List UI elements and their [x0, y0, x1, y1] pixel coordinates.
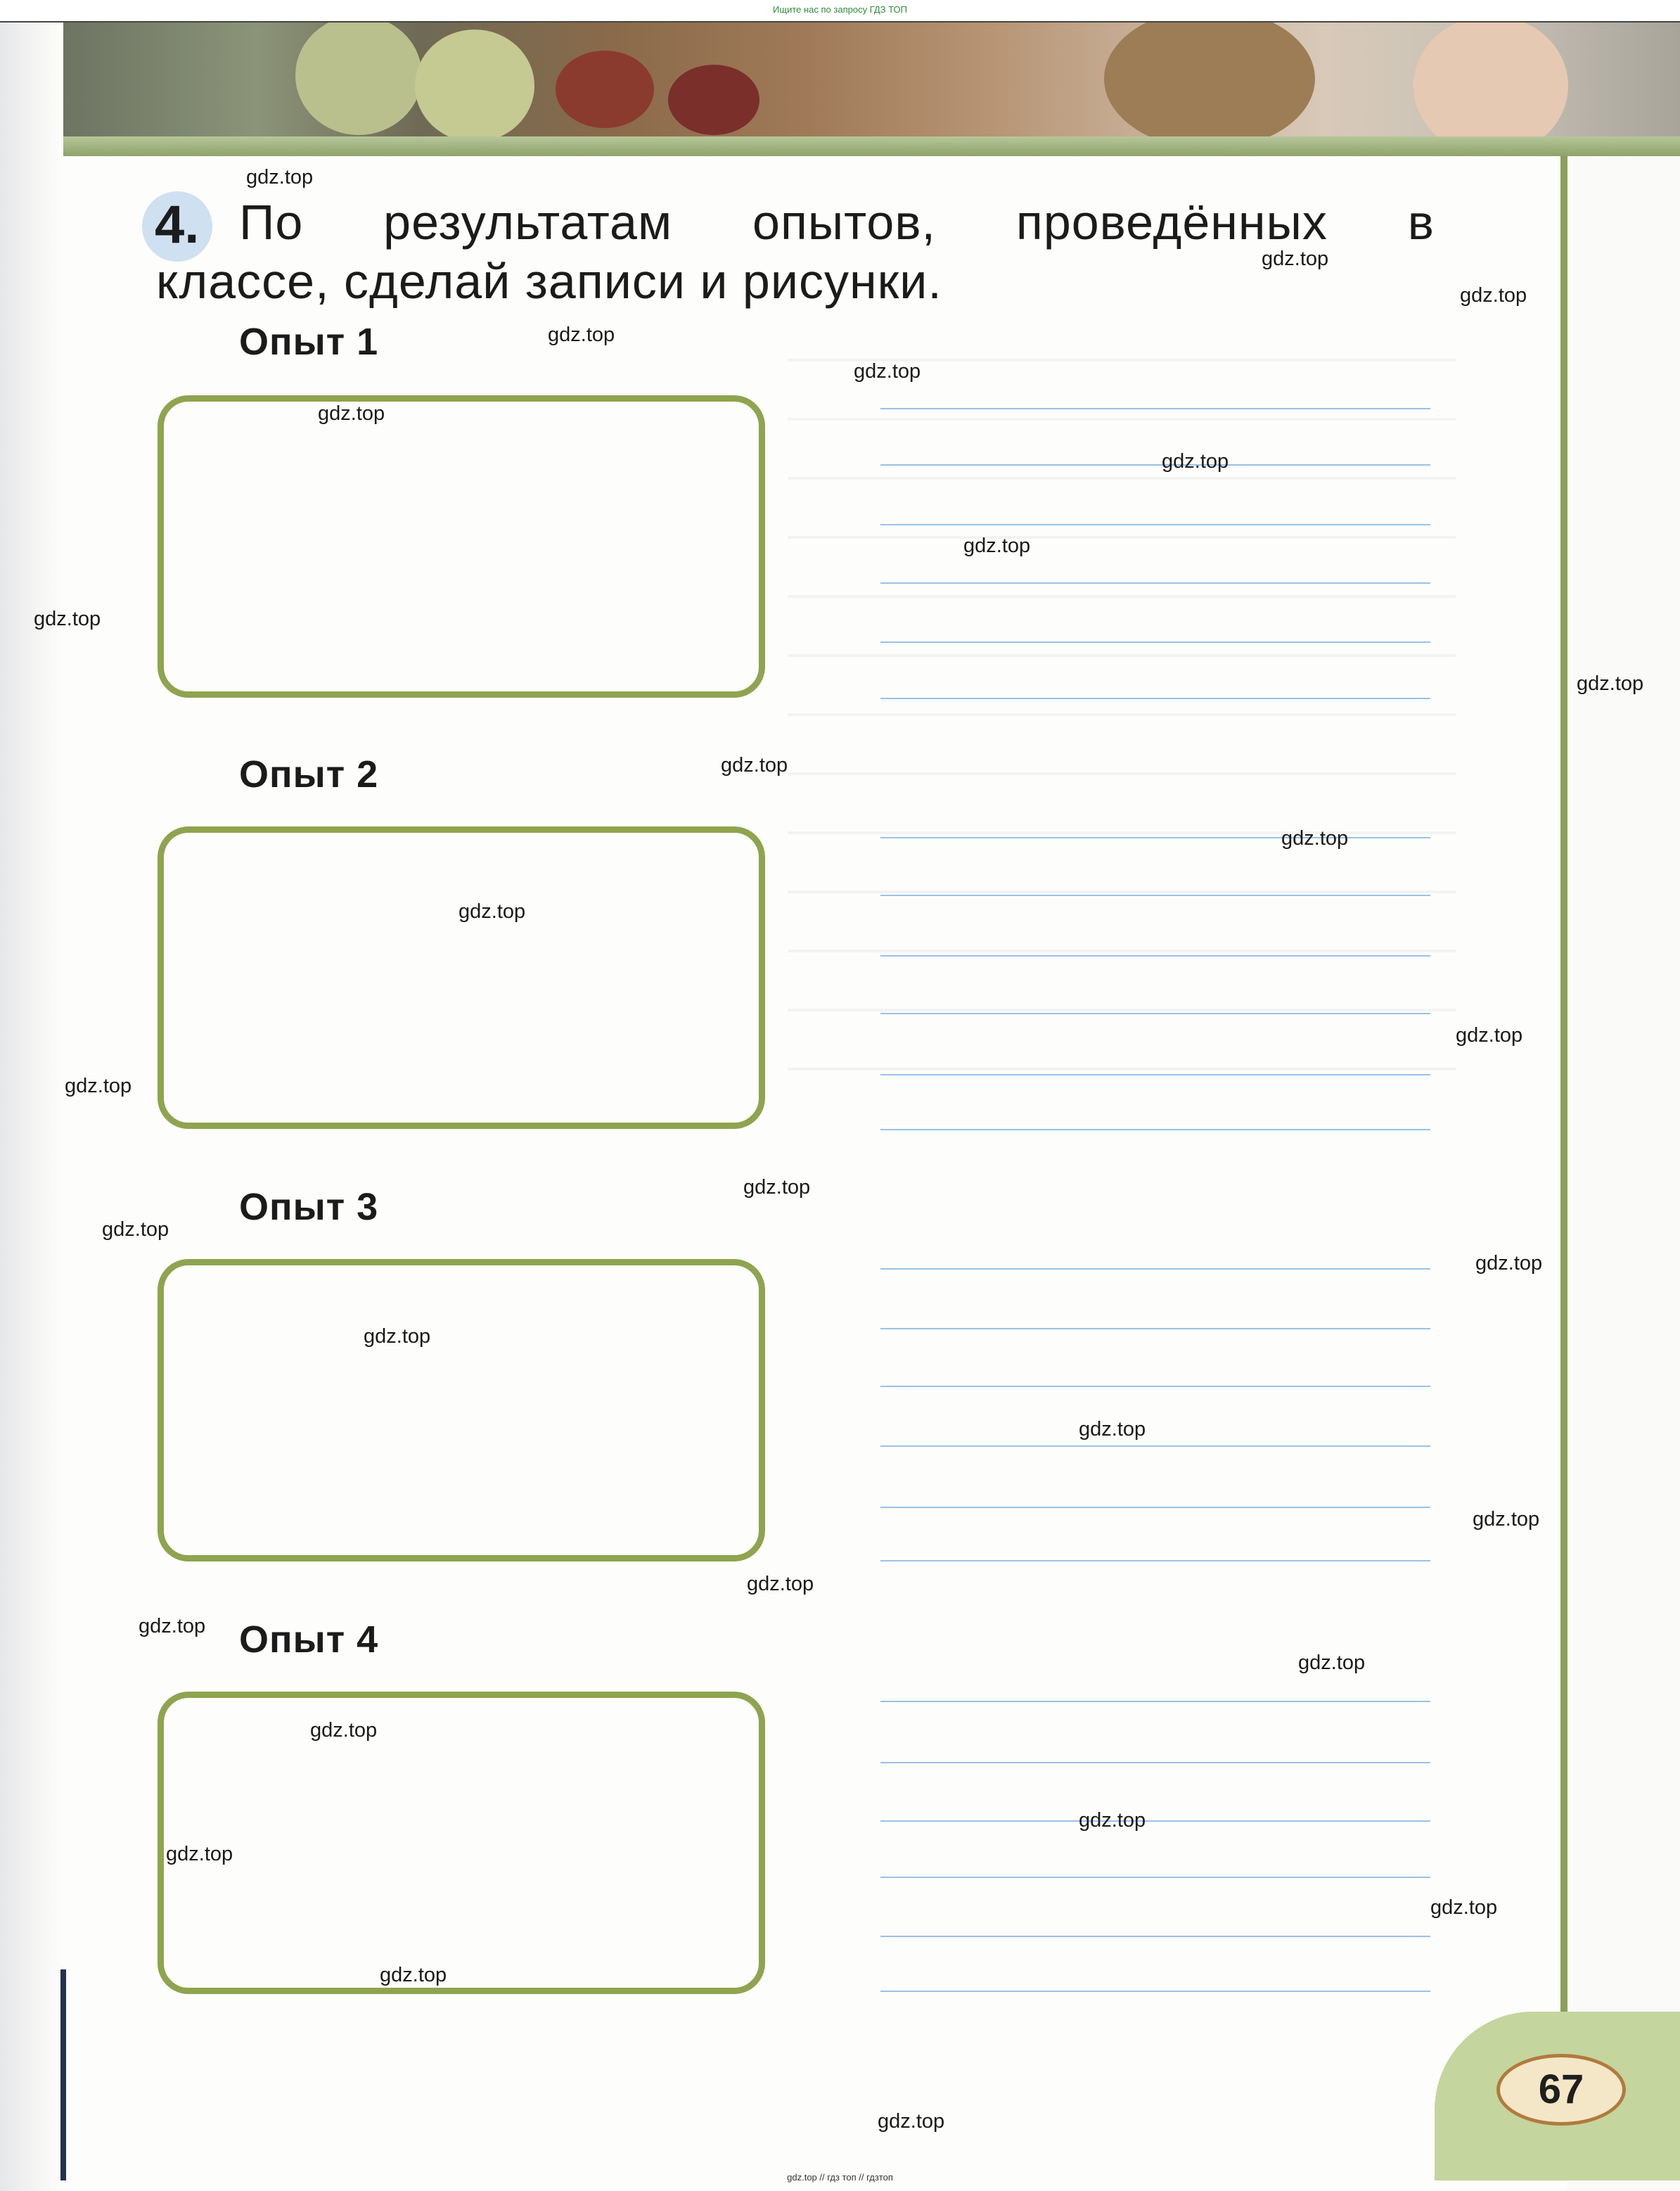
writing-line[interactable]	[880, 582, 1430, 584]
writing-line[interactable]	[880, 895, 1430, 896]
watermark: gdz.top	[1475, 1252, 1543, 1275]
experiment-1-drawing-box[interactable]	[158, 395, 765, 698]
writing-line[interactable]	[880, 955, 1430, 957]
watermark: gdz.top	[310, 1719, 378, 1742]
watermark: gdz.top	[963, 535, 1031, 557]
watermark: gdz.top	[721, 754, 788, 777]
banner-stripe	[63, 136, 1680, 156]
watermark: gdz.top	[1456, 1024, 1523, 1047]
watermark: gdz.top	[364, 1325, 431, 1348]
watermark: gdz.top	[139, 1615, 206, 1637]
watermark: gdz.top	[1079, 1418, 1146, 1441]
writing-line[interactable]	[880, 1074, 1430, 1075]
task-text-line-1: По результатам опытов, проведённых в	[239, 195, 1435, 250]
writing-line[interactable]	[880, 524, 1430, 525]
task-number: 4.	[155, 195, 200, 255]
writing-line[interactable]	[880, 1936, 1430, 1937]
watermark: gdz.top	[878, 2110, 945, 2133]
writing-line[interactable]	[880, 1762, 1430, 1763]
writing-line[interactable]	[880, 1386, 1430, 1387]
top-note: Ищите нас по запросу ГДЗ ТОП	[0, 0, 1680, 23]
watermark: gdz.top	[1162, 450, 1229, 473]
writing-line[interactable]	[880, 464, 1430, 466]
watermark: gdz.top	[102, 1218, 169, 1241]
writing-line[interactable]	[880, 1268, 1430, 1270]
bottom-note: gdz.top // гдз топ // гдзтоп	[787, 2172, 893, 2183]
writing-line[interactable]	[880, 698, 1430, 699]
page-left-shadow	[0, 23, 63, 2191]
experiment-3-label: Опыт 3	[239, 1186, 379, 1228]
writing-line[interactable]	[880, 408, 1430, 409]
experiment-2-drawing-box[interactable]	[158, 826, 765, 1129]
page-number: 67	[1538, 2067, 1584, 2112]
experiment-4-drawing-box[interactable]	[158, 1692, 765, 1994]
writing-line[interactable]	[880, 1701, 1430, 1702]
apple-shape	[295, 23, 422, 135]
writing-line[interactable]	[880, 1013, 1430, 1014]
berry-shape	[556, 51, 654, 128]
watermark: gdz.top	[1262, 248, 1329, 270]
writing-line[interactable]	[880, 1820, 1430, 1822]
apple-shape	[415, 30, 534, 142]
watermark: gdz.top	[1460, 284, 1527, 307]
header-photo-banner	[63, 23, 1680, 156]
grain-shape	[1104, 23, 1315, 149]
watermark: gdz.top	[166, 1843, 233, 1865]
watermark: gdz.top	[65, 1075, 132, 1097]
experiment-1-label: Опыт 1	[239, 321, 379, 363]
watermark: gdz.top	[854, 360, 921, 383]
watermark: gdz.top	[1577, 672, 1644, 695]
book-spine	[60, 1969, 66, 2180]
right-margin-rule	[1560, 156, 1567, 2097]
experiment-3-drawing-box[interactable]	[158, 1259, 765, 1561]
berry-shape	[668, 65, 759, 135]
watermark: gdz.top	[1298, 1652, 1366, 1674]
watermark: gdz.top	[747, 1573, 814, 1595]
watermark: gdz.top	[380, 1964, 447, 1986]
writing-line[interactable]	[880, 1991, 1430, 1992]
watermark: gdz.top	[318, 402, 385, 425]
writing-line[interactable]	[880, 1328, 1430, 1329]
watermark: gdz.top	[743, 1176, 811, 1199]
watermark: gdz.top	[1079, 1809, 1146, 1832]
experiment-4-label: Опыт 4	[239, 1618, 379, 1661]
watermark: gdz.top	[548, 324, 615, 346]
watermark: gdz.top	[34, 608, 101, 630]
writing-line[interactable]	[880, 641, 1430, 643]
writing-line[interactable]	[880, 1129, 1430, 1130]
watermark: gdz.top	[1281, 827, 1349, 850]
watermark: gdz.top	[1430, 1896, 1498, 1919]
watermark: gdz.top	[246, 166, 314, 189]
writing-line[interactable]	[880, 1507, 1430, 1508]
bleed-through-ghost	[788, 302, 1456, 1076]
writing-line[interactable]	[880, 1877, 1430, 1878]
experiment-2-label: Опыт 2	[239, 753, 379, 796]
watermark: gdz.top	[459, 900, 526, 923]
task-text-line-2: классе, сделай записи и рисунки.	[156, 254, 942, 309]
writing-line[interactable]	[880, 1560, 1430, 1561]
writing-line[interactable]	[880, 1445, 1430, 1447]
right-margin	[1567, 156, 1680, 2191]
watermark: gdz.top	[1473, 1508, 1540, 1531]
